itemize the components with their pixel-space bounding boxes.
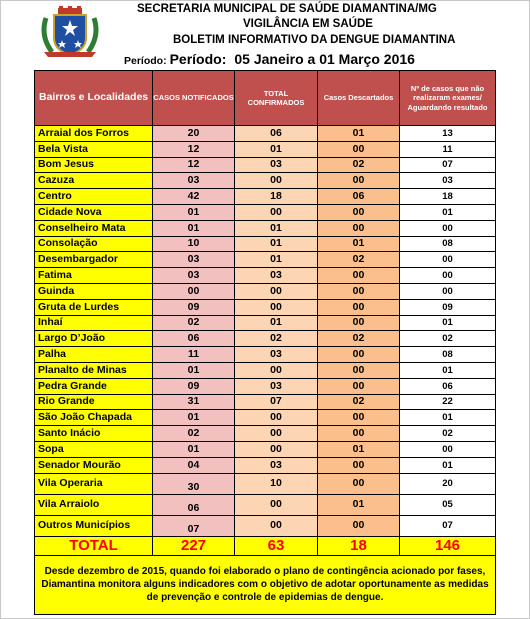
bairro-name: Centro (35, 189, 153, 205)
confirmados-cell: 00 (235, 441, 318, 457)
casos-notificados-cell: 02 (153, 426, 235, 442)
table-row (35, 299, 496, 315)
coat-of-arms-logo (38, 6, 102, 62)
descartados-cell: 01 (318, 236, 400, 252)
casos-notificados-cell: 00 (153, 283, 235, 299)
descartados-cell: 00 (318, 426, 400, 442)
table-row (35, 173, 496, 189)
confirmados-cell: 10 (235, 473, 318, 494)
bairro-name: Fatima (35, 268, 153, 284)
bairro-name: São João Chapada (35, 410, 153, 426)
descartados-cell: 02 (318, 331, 400, 347)
descartados-cell: 00 (318, 141, 400, 157)
confirmados-cell: 00 (235, 410, 318, 426)
aguardando-cell: 00 (400, 441, 496, 457)
total-row (35, 536, 496, 555)
contingency-note: Desde dezembro de 2015, quando foi elaborado o plano de contingência acionado por fases, Diamantina monitora alguns indicadores com o objetivo de adotar oportunamente as medidas de prevenção e controle de epidemias de dengue. (35, 555, 496, 614)
table-row (35, 331, 496, 347)
descartados-cell: 00 (318, 220, 400, 236)
confirmados-cell: 01 (235, 315, 318, 331)
confirmados-cell: 01 (235, 220, 318, 236)
aguardando-cell: 07 (400, 515, 496, 536)
aguardando-cell: 05 (400, 494, 496, 515)
bairro-name: Largo D’João (35, 331, 153, 347)
descartados-cell: 00 (318, 204, 400, 220)
bairro-name: Outros Municípios (35, 515, 153, 536)
bairro-name: Bom Jesus (35, 157, 153, 173)
descartados-cell: 00 (318, 473, 400, 494)
descartados-cell: 00 (318, 378, 400, 394)
confirmados-cell: 01 (235, 141, 318, 157)
table-row (35, 268, 496, 284)
table-row (35, 126, 496, 142)
table-row (35, 189, 496, 205)
casos-notificados-cell: 20 (153, 126, 235, 142)
aguardando-cell: 13 (400, 126, 496, 142)
casos-notificados-cell: 03 (153, 268, 235, 284)
header-secretaria: SECRETARIA MUNICIPAL DE SAÚDE DIAMANTINA/MG (137, 3, 437, 15)
casos-notificados-cell: 07 (153, 515, 235, 536)
casos-notificados-cell: 09 (153, 378, 235, 394)
confirmados-cell: 07 (235, 394, 318, 410)
total-descartados: 18 (318, 536, 400, 555)
table-row (35, 283, 496, 299)
casos-notificados-cell: 03 (153, 173, 235, 189)
table-row (35, 347, 496, 363)
casos-notificados-cell: 06 (153, 331, 235, 347)
descartados-cell: 00 (318, 299, 400, 315)
aguardando-cell: 01 (400, 362, 496, 378)
total-aguardando: 146 (400, 536, 496, 555)
bairro-name: Inhaí (35, 315, 153, 331)
casos-notificados-cell: 11 (153, 347, 235, 363)
bairro-name: Cidade Nova (35, 204, 153, 220)
casos-notificados-cell: 01 (153, 362, 235, 378)
bairro-name: Gruta de Lurdes (35, 299, 153, 315)
table-row (35, 252, 496, 268)
casos-notificados-cell: 30 (153, 473, 235, 494)
casos-notificados-cell: 01 (153, 441, 235, 457)
confirmados-cell: 00 (235, 204, 318, 220)
aguardando-cell: 08 (400, 347, 496, 363)
descartados-cell: 00 (318, 268, 400, 284)
confirmados-cell: 03 (235, 457, 318, 473)
aguardando-cell: 01 (400, 410, 496, 426)
aguardando-cell: 01 (400, 204, 496, 220)
descartados-cell: 01 (318, 494, 400, 515)
confirmados-cell: 00 (235, 299, 318, 315)
period-line (124, 51, 415, 69)
bairro-name: Bela Vista (35, 141, 153, 157)
descartados-cell: 06 (318, 189, 400, 205)
bairro-name: Guinda (35, 283, 153, 299)
casos-notificados-cell: 12 (153, 157, 235, 173)
aguardando-cell: 18 (400, 189, 496, 205)
table-header-row (35, 71, 496, 126)
table-row (35, 426, 496, 442)
bairro-name: Desembargador (35, 252, 153, 268)
bairro-name: Vila Operaria (35, 473, 153, 494)
aguardando-cell: 22 (400, 394, 496, 410)
table-body (35, 126, 496, 537)
confirmados-cell: 03 (235, 378, 318, 394)
col-total-confirmados: TOTAL CONFIRMADOS (235, 71, 318, 126)
descartados-cell: 02 (318, 252, 400, 268)
bairro-name: Rio Grande (35, 394, 153, 410)
confirmados-cell: 02 (235, 331, 318, 347)
confirmados-cell: 03 (235, 347, 318, 363)
descartados-cell: 00 (318, 457, 400, 473)
casos-notificados-cell: 01 (153, 220, 235, 236)
confirmados-cell: 00 (235, 173, 318, 189)
confirmados-cell: 00 (235, 426, 318, 442)
casos-notificados-cell: 01 (153, 204, 235, 220)
bairro-name: Palha (35, 347, 153, 363)
bairro-name: Planalto de Minas (35, 362, 153, 378)
bairro-name: Senador Mourão (35, 457, 153, 473)
table-row (35, 236, 496, 252)
confirmados-cell: 06 (235, 126, 318, 142)
aguardando-cell: 09 (400, 299, 496, 315)
aguardando-cell: 11 (400, 141, 496, 157)
aguardando-cell: 08 (400, 236, 496, 252)
descartados-cell: 00 (318, 173, 400, 189)
descartados-cell: 00 (318, 283, 400, 299)
descartados-cell: 00 (318, 515, 400, 536)
table-row (35, 515, 496, 536)
col-casos-notificados: CASOS NOTIFICADOS (153, 71, 235, 126)
casos-notificados-cell: 04 (153, 457, 235, 473)
descartados-cell: 00 (318, 347, 400, 363)
period-dates: 05 Janeiro a 01 Março 2016 (234, 51, 415, 67)
bairro-name: Conselheiro Mata (35, 220, 153, 236)
aguardando-cell: 01 (400, 315, 496, 331)
aguardando-cell: 00 (400, 252, 496, 268)
confirmados-cell: 00 (235, 283, 318, 299)
total-casos: 227 (153, 536, 235, 555)
total-confirmados: 63 (235, 536, 318, 555)
confirmados-cell: 03 (235, 157, 318, 173)
table-row (35, 457, 496, 473)
table-row (35, 441, 496, 457)
confirmados-cell: 18 (235, 189, 318, 205)
confirmados-cell: 00 (235, 362, 318, 378)
descartados-cell: 02 (318, 157, 400, 173)
bairro-name: Cazuza (35, 173, 153, 189)
casos-notificados-cell: 31 (153, 394, 235, 410)
aguardando-cell: 00 (400, 268, 496, 284)
casos-notificados-cell: 06 (153, 494, 235, 515)
bairro-name: Pedra Grande (35, 378, 153, 394)
bairro-name: Sopa (35, 441, 153, 457)
note-row (35, 555, 496, 614)
confirmados-cell: 01 (235, 252, 318, 268)
aguardando-cell: 03 (400, 173, 496, 189)
aguardando-cell: 00 (400, 283, 496, 299)
descartados-cell: 01 (318, 126, 400, 142)
aguardando-cell: 00 (400, 220, 496, 236)
table-row (35, 315, 496, 331)
descartados-cell: 00 (318, 410, 400, 426)
table-row (35, 494, 496, 515)
col-aguardando-resultado: Nº de casos que não realizaram exames/ Aguardando resultado (400, 71, 496, 126)
table-row (35, 410, 496, 426)
confirmados-cell: 03 (235, 268, 318, 284)
aguardando-cell: 01 (400, 457, 496, 473)
period-label-large: Período: (169, 51, 227, 67)
casos-notificados-cell: 02 (153, 315, 235, 331)
col-casos-descartados: Casos Descartados (318, 71, 400, 126)
bairro-name: Santo Inácio (35, 426, 153, 442)
descartados-cell: 00 (318, 315, 400, 331)
aguardando-cell: 07 (400, 157, 496, 173)
header-boletim-title: BOLETIM INFORMATIVO DA DENGUE DIAMANTINA (173, 34, 456, 46)
bairro-name: Vila Arraiolo (35, 494, 153, 515)
casos-notificados-cell: 10 (153, 236, 235, 252)
table-row (35, 473, 496, 494)
table-row (35, 362, 496, 378)
casos-notificados-cell: 03 (153, 252, 235, 268)
table-row (35, 204, 496, 220)
dengue-cases-table (34, 70, 496, 615)
casos-notificados-cell: 09 (153, 299, 235, 315)
col-bairros: Bairros e Localidades (35, 71, 153, 126)
period-label: Período: (124, 55, 167, 67)
table-row (35, 141, 496, 157)
confirmados-cell: 00 (235, 515, 318, 536)
aguardando-cell: 20 (400, 473, 496, 494)
total-label: TOTAL (35, 536, 153, 555)
aguardando-cell: 06 (400, 378, 496, 394)
aguardando-cell: 02 (400, 331, 496, 347)
confirmados-cell: 00 (235, 494, 318, 515)
bairro-name: Consolação (35, 236, 153, 252)
descartados-cell: 02 (318, 394, 400, 410)
casos-notificados-cell: 12 (153, 141, 235, 157)
casos-notificados-cell: 01 (153, 410, 235, 426)
table-row (35, 157, 496, 173)
confirmados-cell: 01 (235, 236, 318, 252)
bairro-name: Arraial dos Forros (35, 126, 153, 142)
table-row (35, 394, 496, 410)
descartados-cell: 00 (318, 362, 400, 378)
casos-notificados-cell: 42 (153, 189, 235, 205)
header-vigilancia: VIGILÂNCIA EM SAÚDE (243, 18, 373, 30)
descartados-cell: 01 (318, 441, 400, 457)
table-row (35, 220, 496, 236)
table-row (35, 378, 496, 394)
aguardando-cell: 02 (400, 426, 496, 442)
